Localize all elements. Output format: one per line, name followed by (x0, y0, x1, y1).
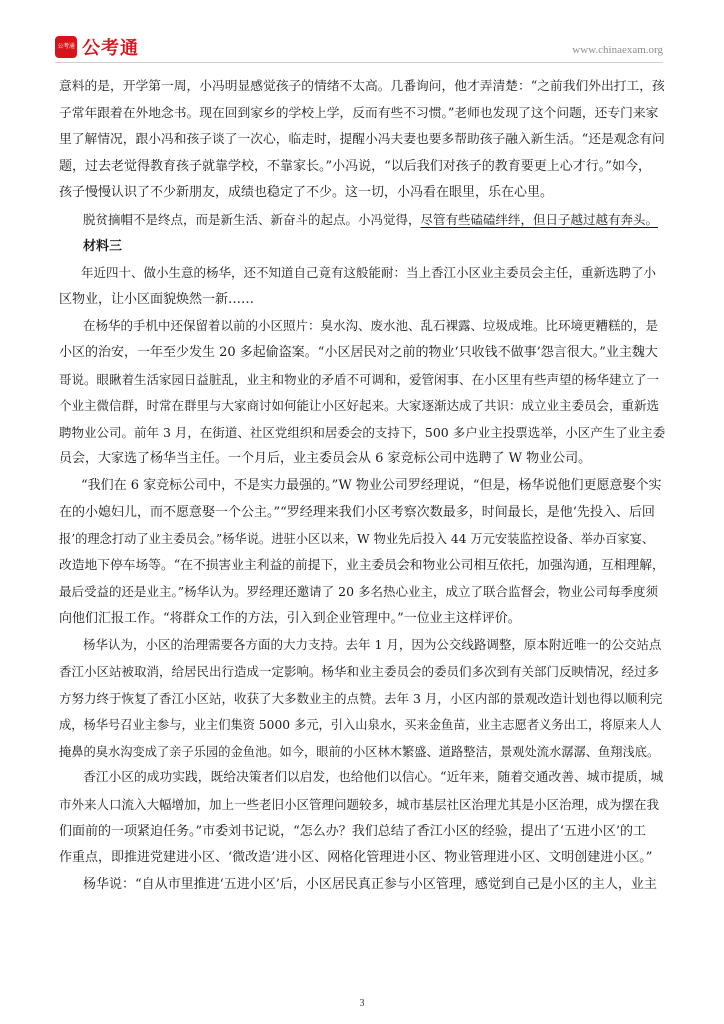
text-line: 个业主微信群，时常在群里与大家商讨如何能让小区好起来。大家逐渐达成了共识：成立业主委员会，重新选 (59, 398, 660, 414)
section-title: 材料三 (83, 238, 123, 254)
page-number: 3 (359, 998, 365, 1009)
logo-text: 公考通 (82, 38, 139, 59)
text-line: 方努力终于恢复了香江小区站，收获了大多数业主的点赞。去年 3 月，小区内部的景观改造计划也得以顺利完 (59, 690, 663, 706)
text-line: 报’的理念打动了业主委员会。”杨华说。进驻小区以来，W 物业先后投入 44 万元安装监控设备、举办百家宴、 (59, 532, 655, 547)
text-line: 员会，大家选了杨华当主任。一个月后，业主委员会从 6 家竞标公司中选聘了 W 物业公司。 (59, 451, 592, 467)
text-line: 最后受益的还是业主。”杨华认为。罗经理还邀请了 20 多名热心业主，成立了联合监督会，物业公司每季度须 (59, 584, 658, 600)
text-line: 聘物业公司。前年 3 月，在街道、社区党组织和居委会的支持下，500 多户业主投票选举，小区产生了业主委 (59, 424, 666, 440)
text-line: 改造地下停车场等。“在不损害业主利益的前提下，业主委员会和物业公司相互依托，加强沟通，互相理解， (59, 557, 665, 573)
text-line: 市外来人口流入大幅增加，加上一些老旧小区管理问题较多，城市基层社区治理尤其是小区治理，成为摆在我 (59, 797, 660, 813)
text-line: 小区的治安，一年至少发生 20 多起偷盗案。“小区居民对之前的物业‘只收钱不做事’怨言很大。”业主魏大 (59, 344, 658, 360)
site-url: www.chinaexam.org (572, 44, 663, 56)
text-line: 孩子慢慢认识了不少新朋友，成绩也稳定了不少。这一切，小冯看在眼里，乐在心里。 (59, 185, 554, 201)
document-body (59, 74, 666, 898)
text-line: “我们在 6 家竞标公司中，不是实力最强的。”W 物业公司罗经理说，“但是，杨华说他们更愿意娶个实 (81, 477, 662, 493)
paragraph-with-underline (83, 207, 665, 234)
text-line: 向他们汇报工作。“将群众工作的方法，引入到企业管理中。”一位业主这样评价。 (59, 610, 521, 626)
text-line: 年近四十、做小生意的杨华，还不知道自己竟有这般能耐：当上香江小区业主委员会主任，重新选聘了小 (81, 265, 657, 281)
text-line: 区物业，让小区面貌焕然一新…… (59, 291, 255, 307)
text-line: 哥说。眼瞅着生活家园日益脏乱，业主和物业的矛盾不可调和，爱管闲事、在小区里有些声望的杨华建立了一 (59, 371, 660, 387)
text-line: 香江小区站被取消，给居民出行造成一定影响。杨华和业主委员会的委员们多次到有关部门反映情况，经过多 (59, 664, 660, 680)
text-line: 香江小区的成功实践，既给决策者们以启发，也给他们以信心。“近年来，随着交通改善、城市提质，城 (83, 770, 664, 786)
text-line: 杨华认为，小区的治理需要各方面的大力支持。去年 1 月，因为公交线路调整，原本附近唯一的公交站点 (83, 637, 662, 653)
text-line: 掩鼻的臭水沟变成了亲子乐园的金鱼池。如今，眼前的小区林木繁盛、道路整洁，景观处流水潺潺、鱼翔浅底。 (59, 744, 660, 759)
text-line: 在杨华的手机中还保留着以前的小区照片：臭水沟、废水池、乱石裸露、垃圾成堆。比环境更糟糕的，是 (83, 318, 659, 334)
text-line: 杨华说：“自从市里推进‘五进小区’后，小区居民真正参与小区管理，感觉到自己是小区的主人，业主 (83, 876, 657, 892)
text-line: 意料的是，开学第一周，小冯明显感觉孩子的情绪不太高。几番询问，他才弄清楚：“之前我们外出打工，孩 (59, 79, 665, 94)
page-header (55, 30, 663, 62)
text-line: 成，杨华号召业主参与，业主们集资 5000 多元，引入山泉水，买来金鱼苗，业主志愿者义务出工，将原来人人 (59, 718, 662, 733)
text-line: 子常年跟着在外地念书。现在回到家乡的学校上学，反而有些不习惯。”老师也发现了这个问题，还专门来家 (59, 105, 659, 121)
text-line: 里了解情况，跟小冯和孩子谈了一次心，临走时，提醒小冯夫妻也要多帮助孩子融入新生活。“还是观念有问 (59, 132, 665, 148)
text-line: 题，过去老觉得教育孩子就靠学校，不靠家长。”小冯说，“以后我们对孩子的教育要更上心才行。”如今， (59, 158, 651, 174)
header-divider (55, 62, 663, 63)
text-line: 们面前的一项紧迫任务。”市委刘书记说，“怎么办？我们总结了香江小区的经验，提出了‘五进小区’的工 (59, 823, 647, 839)
logo (55, 34, 139, 60)
text-line: 在的小媳妇儿，而不愿意娶一个公主。”“罗经理来我们小区考察次数最多，时间最长，是他‘先投入、后回 (59, 504, 655, 520)
underlined-text: 尽管有些磕磕绊绊，但日子越过越有奔头。 (420, 211, 659, 227)
text-line: 作重点，即推进党建进小区、‘微改造’进小区、网格化管理进小区、物业管理进小区、文明创建进小区。” (59, 850, 653, 866)
logo-badge-icon: 公考通 (55, 36, 77, 58)
text-span: 脱贫摘帽不是终点，而是新生活、新奋斗的起点。小冯觉得， (83, 211, 421, 227)
